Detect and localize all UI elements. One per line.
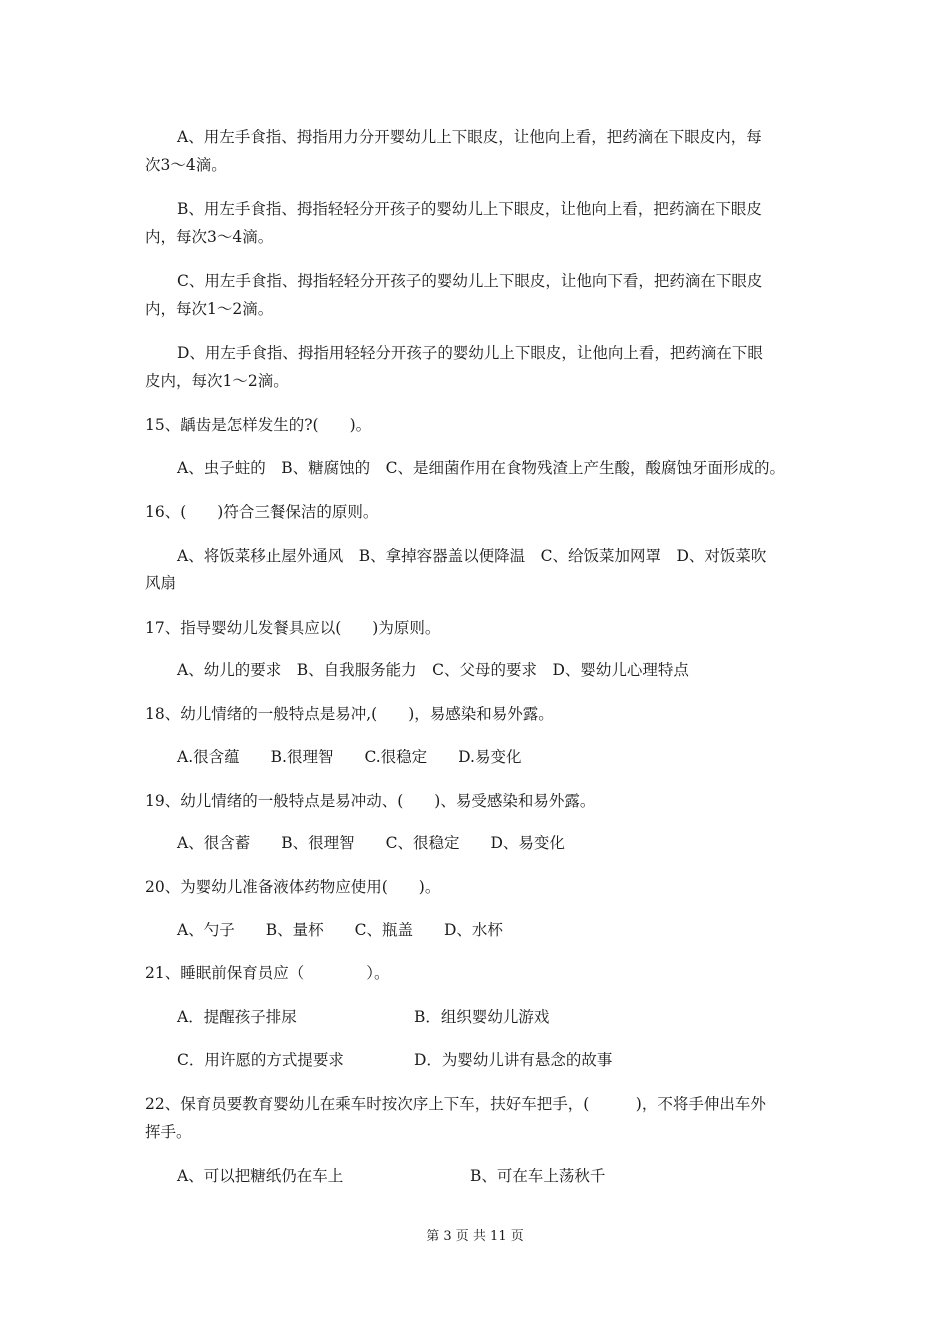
q18-options: A.很含蕴 B.很理智 C.很稳定 D.易变化	[177, 748, 522, 766]
page-footer: 第 3 页 共 11 页	[426, 1229, 524, 1244]
q16-options-line1: A、将饭菜移止屋外通风 B、拿掉容器盖以便降温 C、给饭菜加网罩 D、对饭菜吹	[177, 547, 767, 565]
q22-question-line1: 22、保育员要教育婴幼儿在乘车时按次序上下车，扶好车把手，( )，不将手伸出车外	[145, 1095, 766, 1113]
q16-options-line2: 风扇	[145, 574, 177, 592]
q20-options: A、勺子 B、量杯 C、瓶盖 D、水杯	[177, 921, 503, 939]
q19-question: 19、幼儿情绪的一般特点是易冲动、( )、易受感染和易外露。	[145, 792, 596, 810]
q21-option-a: A．提醒孩子排尿	[177, 1008, 297, 1026]
q17-options: A、幼儿的要求 B、自我服务能力 C、父母的要求 D、婴幼儿心理特点	[177, 661, 689, 679]
q14-option-d-line1: D、用左手食指、拇指用轻轻分开孩子的婴幼儿上下眼皮，让他向上看，把药滴在下眼	[177, 344, 763, 362]
q14-option-a-line2: 次3～4滴。	[145, 156, 227, 174]
q14-option-b-line1: B、用左手食指、拇指轻轻分开孩子的婴幼儿上下眼皮，让他向上看，把药滴在下眼皮	[177, 200, 762, 218]
q14-option-d-line2: 皮内，每次1～2滴。	[145, 372, 289, 390]
q15-question: 15、龋齿是怎样发生的?( )。	[145, 416, 372, 434]
q21-option-c: C．用许愿的方式提要求	[177, 1051, 344, 1069]
q22-option-a: A、可以把糖纸仍在车上	[177, 1167, 344, 1185]
q15-options: A、虫子蛀的 B、糖腐蚀的 C、是细菌作用在食物残渣上产生酸，酸腐蚀牙面形成的。	[177, 459, 785, 477]
q21-option-d: D．为婴幼儿讲有悬念的故事	[414, 1051, 613, 1069]
q21-question: 21、睡眠前保育员应（ ）。	[145, 964, 390, 982]
q17-question: 17、指导婴幼儿发餐具应以( )为原则。	[145, 619, 441, 637]
q16-question: 16、( )符合三餐保洁的原则。	[145, 503, 379, 521]
q14-option-c-line2: 内，每次1～2滴。	[145, 300, 274, 318]
q19-options: A、很含蓄 B、很理智 C、很稳定 D、易变化	[177, 834, 565, 852]
q14-option-c-line1: C、用左手食指、拇指轻轻分开孩子的婴幼儿上下眼皮，让他向下看，把药滴在下眼皮	[177, 272, 763, 290]
q18-question: 18、幼儿情绪的一般特点是易冲,( )，易感染和易外露。	[145, 705, 554, 723]
q14-option-b-line2: 内，每次3～4滴。	[145, 228, 274, 246]
q22-question-line2: 挥手。	[145, 1123, 192, 1141]
q20-question: 20、为婴幼儿准备液体药物应使用( )。	[145, 878, 441, 896]
q14-option-a-line1: A、用左手食指、拇指用力分开婴幼儿上下眼皮，让他向上看，把药滴在下眼皮内，每	[177, 128, 762, 146]
q21-option-b: B．组织婴幼儿游戏	[414, 1008, 550, 1026]
q22-option-b: B、可在车上荡秋千	[470, 1167, 606, 1185]
